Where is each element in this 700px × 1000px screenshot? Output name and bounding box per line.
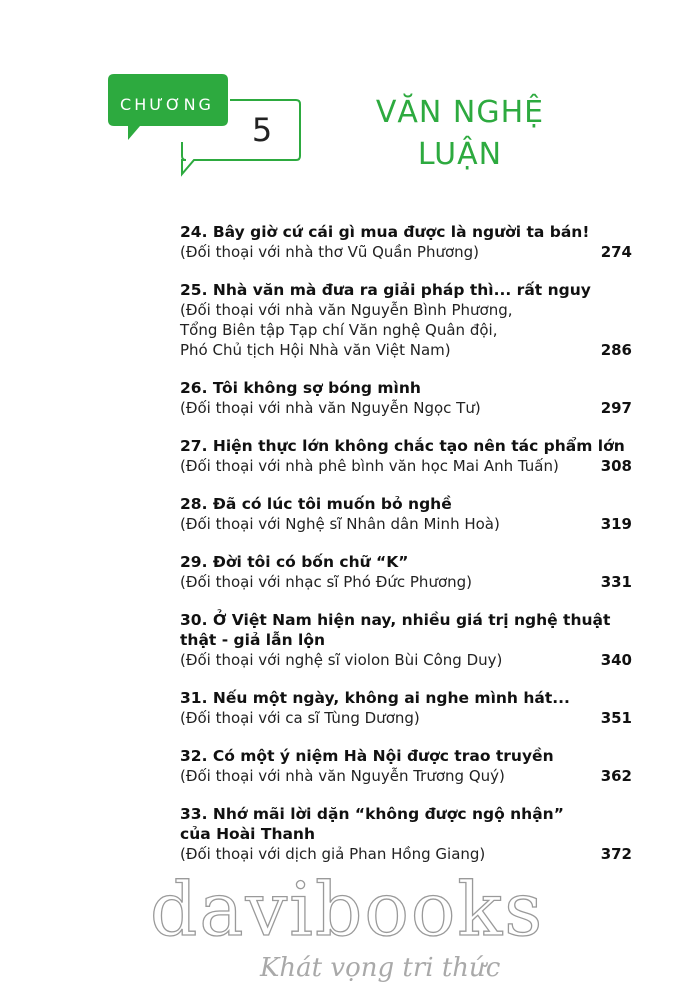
entry-description: (Đối thoại với dịch giả Phan Hồng Giang) bbox=[180, 845, 486, 863]
toc-entry bbox=[180, 610, 632, 670]
toc-entry bbox=[180, 280, 632, 360]
toc-entry bbox=[180, 436, 632, 476]
entry-page-number: 319 bbox=[600, 515, 632, 533]
entry-page-number: 331 bbox=[600, 573, 632, 591]
entry-description: (Đối thoại với nhà văn Nguyễn Trương Quý) bbox=[180, 767, 505, 785]
entry-page-number: 372 bbox=[600, 845, 632, 863]
entry-page-number: 286 bbox=[600, 341, 632, 359]
entry-title: của Hoài Thanh bbox=[180, 825, 316, 843]
entry-title: 33. Nhớ mãi lời dặn “không được ngộ nhận” bbox=[180, 805, 564, 823]
toc-entry bbox=[180, 746, 632, 786]
entry-title: 31. Nếu một ngày, không ai nghe mình hát... bbox=[180, 689, 570, 707]
toc-entry bbox=[180, 552, 632, 592]
watermark-slogan: Khát vọng tri thức bbox=[260, 953, 501, 983]
entry-title: 25. Nhà văn mà đưa ra giải pháp thì... rất nguy bbox=[180, 281, 591, 299]
chapter-header bbox=[0, 0, 700, 200]
entry-title: 27. Hiện thực lớn không chắc tạo nên tác phẩm lớn bbox=[180, 437, 625, 455]
chapter-title-line: LUẬN bbox=[417, 137, 503, 172]
entry-description: Phó Chủ tịch Hội Nhà văn Việt Nam) bbox=[180, 341, 451, 359]
entry-description: (Đối thoại với nhà thơ Vũ Quần Phương) bbox=[180, 243, 480, 261]
entry-page-number: 308 bbox=[600, 457, 632, 475]
entry-title: 28. Đã có lúc tôi muốn bỏ nghề bbox=[180, 495, 452, 513]
entry-page-number: 297 bbox=[600, 399, 632, 417]
entry-page-number: 274 bbox=[600, 243, 632, 261]
toc-entry bbox=[180, 688, 632, 728]
entry-title: 24. Bây giờ cứ cái gì mua được là người ta bán! bbox=[180, 223, 590, 241]
toc-entry bbox=[180, 378, 632, 418]
chapter-number: 5 bbox=[251, 111, 273, 149]
toc-entry bbox=[180, 494, 632, 534]
entry-description: Tổng Biên tập Tạp chí Văn nghệ Quân đội, bbox=[180, 321, 498, 339]
chapter-label: CHƯƠNG bbox=[120, 95, 214, 114]
toc-entry bbox=[180, 804, 632, 864]
table-of-contents bbox=[180, 222, 632, 882]
watermark-brand: davibooks bbox=[150, 867, 545, 953]
entry-title: 32. Có một ý niệm Hà Nội được trao truyền bbox=[180, 747, 554, 765]
entry-description: (Đối thoại với nhà văn Nguyễn Bình Phương, bbox=[180, 301, 513, 319]
entry-page-number: 351 bbox=[600, 709, 632, 727]
chapter-title bbox=[350, 92, 570, 176]
entry-description: (Đối thoại với nhà phê bình văn học Mai Anh Tuấn) bbox=[180, 457, 559, 475]
chapter-title-line: VĂN NGHỆ bbox=[375, 95, 545, 130]
entry-description: (Đối thoại với nghệ sĩ violon Bùi Công Duy) bbox=[180, 651, 503, 669]
entry-description: (Đối thoại với ca sĩ Tùng Dương) bbox=[180, 709, 420, 727]
entry-title: 26. Tôi không sợ bóng mình bbox=[180, 379, 421, 397]
entry-description: (Đối thoại với nhà văn Nguyễn Ngọc Tư) bbox=[180, 399, 481, 417]
entry-description: (Đối thoại với Nghệ sĩ Nhân dân Minh Hoà) bbox=[180, 515, 500, 533]
entry-title: 29. Đời tôi có bốn chữ “K” bbox=[180, 553, 409, 571]
entry-description: (Đối thoại với nhạc sĩ Phó Đức Phương) bbox=[180, 573, 473, 591]
watermark bbox=[150, 867, 570, 1000]
entry-page-number: 362 bbox=[600, 767, 632, 785]
entry-title: thật - giả lẫn lộn bbox=[180, 631, 326, 649]
entry-page-number: 340 bbox=[600, 651, 632, 669]
toc-entry bbox=[180, 222, 632, 262]
entry-title: 30. Ở Việt Nam hiện nay, nhiều giá trị nghệ thuật bbox=[180, 611, 611, 629]
